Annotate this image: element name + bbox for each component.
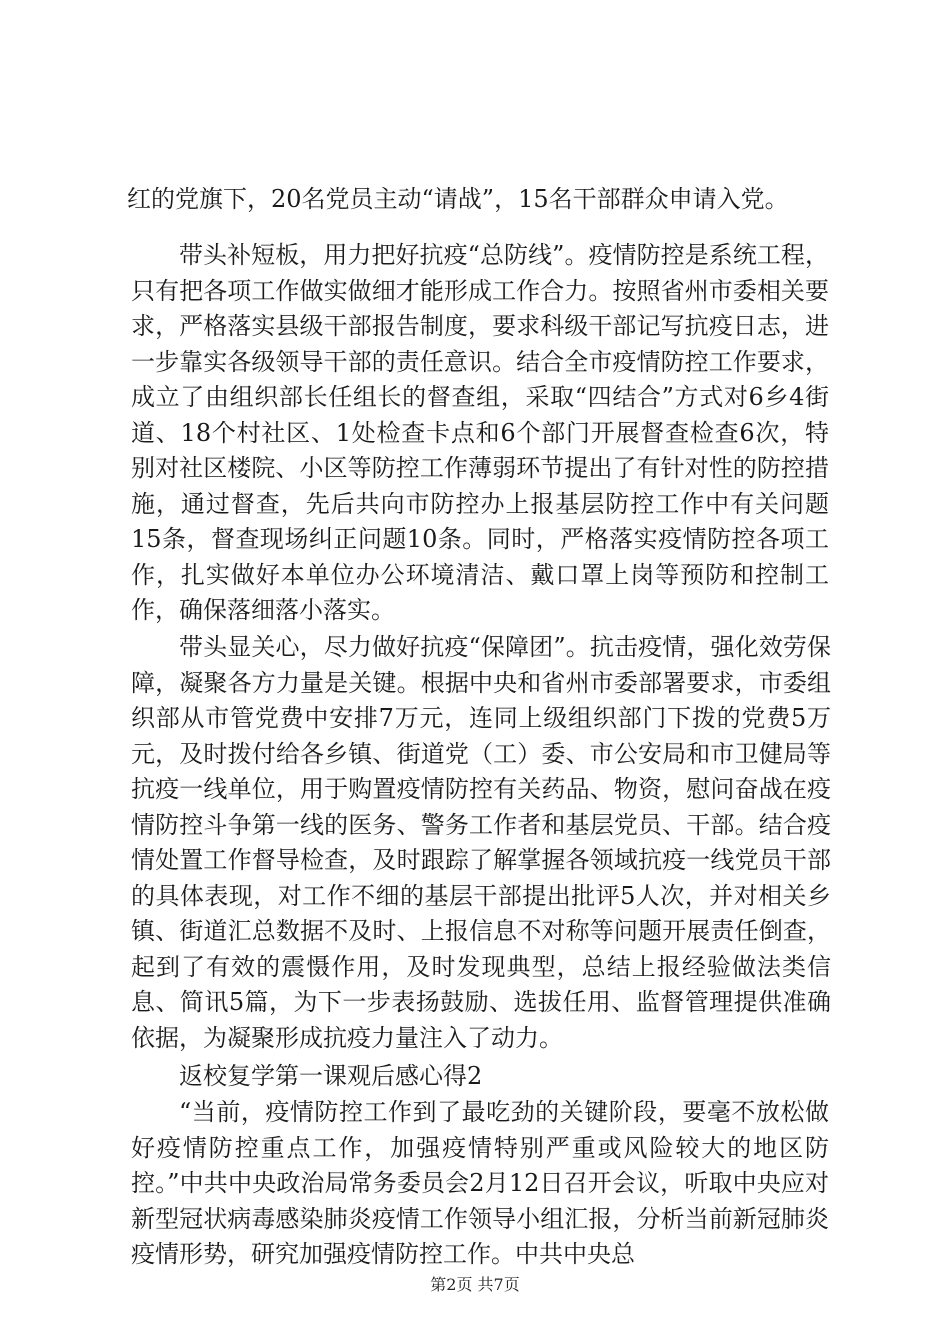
paragraph-continuation: 红的党旗下，20名党员主动“请战”，15名干部群众申请入党。: [127, 185, 789, 213]
paragraph-support-team: 带头显关心，尽力做好抗疫“保障团”。抗击疫情，强化效劳保障，凝聚各方力量是关键。根据中央和省州市委部署要求，市委组织部从市管党费中安排7万元，连同上级组织部门下拨的党费5万元，及时拨付给各乡镇、街道党（工）委、市公安局和市卫健局等抗疫一线单位，用于购置疫情防控有关药品、物资，慰问奋战在疫情防控斗争第一线的医务、警务工作者和基层党员、干部。结合疫情处置工作督导检查，及时跟踪了解掌握各领域抗疫一线党员干部的具体表现，对工作不细的基层干部提出批评5人次，并对相关乡镇、街道汇总数据不及时、上报信息不对称等问题开展责任倒查，起到了有效的震慑作用，及时发现典型，总结上报经验做法类信息、简讯5篇，为下一步表扬鼓励、选拔任用、监督管理提供准确依据，为凝聚形成抗疫力量注入了动力。: [131, 633, 831, 1052]
document-page: [127, 0, 831, 1344]
paragraph-meeting: “当前，疫情防控工作到了最吃劲的关键阶段，要毫不放松做好疫情防控重点工作，加强疫情特别严重或风险较大的地区防控。”中共中央政治局常务委员会2月12日召开会议，听取中央应对新型冠状病毒感染肺炎疫情工作领导小组汇报，分析当前新冠肺炎疫情形势，研究加强疫情防控工作。中共中央总: [131, 1098, 829, 1268]
section-heading: 返校复学第一课观后感心得2: [179, 1062, 483, 1090]
page-footer: 第2页 共7页: [430, 1275, 520, 1294]
paragraph-defense-line: 带头补短板，用力把好抗疫“总防线”。疫情防控是系统工程，只有把各项工作做实做细才能形成工作合力。按照省州市委相关要求，严格落实县级干部报告制度，要求科级干部记写抗疫日志，进一步靠实各级领导干部的责任意识。结合全市疫情防控工作要求，成立了由组织部长任组长的督查组，采取“四结合”方式对6乡4街道、18个村社区、1处检查卡点和6个部门开展督查检查6次，特别对社区楼院、小区等防控工作薄弱环节提出了有针对性的防控措施，通过督查，先后共向市防控办上报基层防控工作中有关问题15条，督查现场纠正问题10条。同时，严格落实疫情防控各项工作，扎实做好本单位办公环境清洁、戴口罩上岗等预防和控制工作，确保落细落小落实。: [131, 241, 829, 624]
